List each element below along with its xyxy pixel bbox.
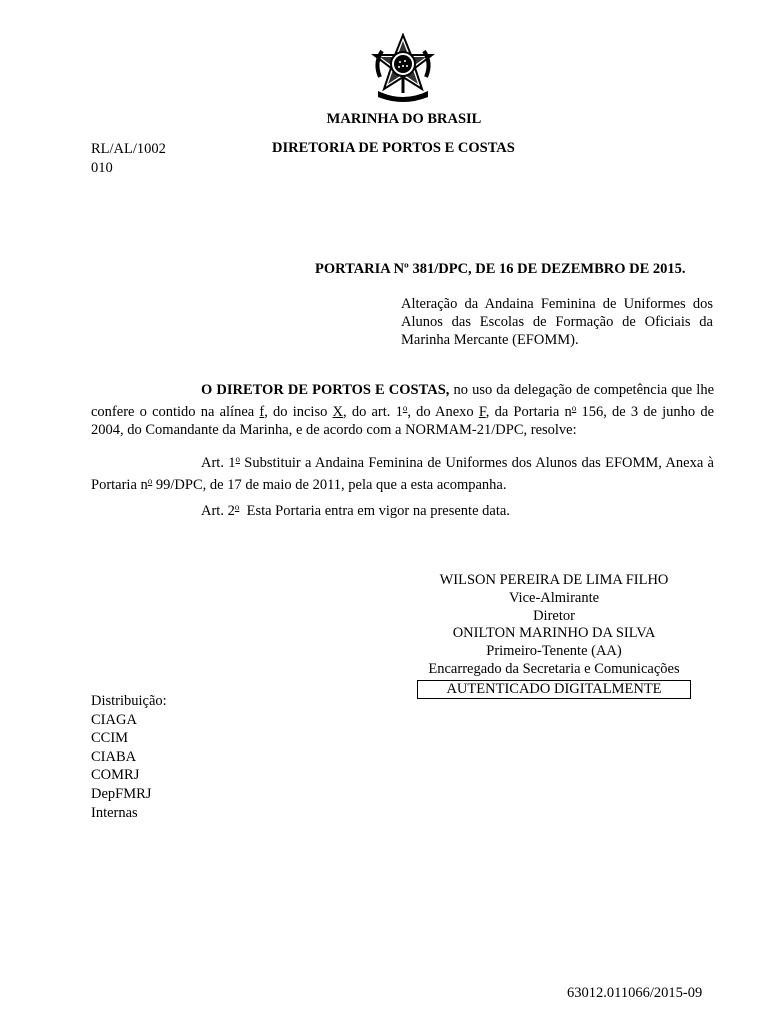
article-1-text: Substituir a Andaina Feminina de Uniformes dos Alunos das EFOMM, Anexa à Portaria n [91, 455, 714, 493]
signer-name: WILSON PEREIRA DE LIMA FILHO [439, 572, 669, 588]
alinea-ref: f [259, 404, 265, 420]
portaria-title: PORTARIA Nº 381/DPC, DE 16 DE DEZEMBRO DE 2015. [315, 261, 686, 277]
ordinal-mark: o [571, 403, 577, 413]
director-text: , do inciso [264, 404, 333, 420]
ordinal-mark: o [402, 403, 408, 413]
authenticator-role: Encarregado da Secretaria e Comunicações [428, 660, 680, 677]
director-text: , do Anexo [407, 404, 479, 420]
signer-title: Diretor [533, 607, 575, 624]
authenticator-rank: Primeiro-Tenente (AA) [486, 643, 622, 660]
paragraph-article-2 [201, 502, 510, 520]
signature-block [408, 572, 700, 699]
brazil-coat-of-arms-icon [370, 33, 436, 105]
authenticator-name: ONILTON MARINHO DA SILVA [452, 625, 656, 642]
director-label: O DIRETOR DE PORTOS E COSTAS, [201, 382, 450, 398]
distribution-label: Distribuição: [91, 693, 167, 709]
director-text: 156, de 3 de junho de 2004, do Comandante da Marinha, e de acordo com a NORMAM-21/DPC, resolve: [91, 404, 715, 438]
signer-rank: Vice-Almirante [508, 589, 600, 606]
document-code-line-2: 010 [91, 160, 113, 176]
article-2-label: Art. 2 [201, 503, 235, 519]
article-1-text: 99/DPC, de 17 de maio de 2011, pela que a esta acompanha. [152, 477, 507, 493]
distribution-item: CCIM [91, 730, 129, 747]
ordinal-mark: o [147, 476, 153, 486]
organization-heading: MARINHA DO BRASIL [326, 111, 482, 127]
ordinal-mark: o [235, 454, 240, 464]
paragraph-director [91, 381, 714, 439]
distribution-item: CIAGA [91, 711, 137, 728]
distribution-item: CIABA [91, 748, 137, 765]
director-text: no uso da delegação de competência que lhe confere o contido na alínea [91, 382, 714, 420]
article-2-text: Esta Portaria entra em vigor na presente data. [239, 503, 510, 519]
director-text: , do art. 1 [343, 404, 403, 420]
director-text: , da Portaria n [485, 404, 572, 420]
footer-process-code: 63012.011066/2015-09 [567, 985, 703, 1001]
distribution-list [91, 692, 167, 822]
portaria-ementa: Alteração da Andaina Feminina de Uniformes dos Alunos das Escolas de Formação de Oficiais da Marinha Mercante (EFOMM). [401, 296, 713, 348]
directorate-heading: DIRETORIA DE PORTOS E COSTAS [272, 140, 515, 156]
ordinal-mark: o [234, 502, 240, 512]
digital-authentication-stamp: AUTENTICADO DIGITALMENTE [417, 680, 691, 699]
inciso-ref: X [332, 404, 344, 420]
document-code-line-1: RL/AL/1002 [91, 141, 166, 157]
anexo-ref: F [478, 404, 486, 420]
distribution-item: Internas [91, 804, 138, 821]
distribution-item: DepFMRJ [91, 785, 152, 802]
paragraph-article-1 [91, 450, 714, 494]
article-1-label: Art. 1 [201, 455, 236, 471]
distribution-item: COMRJ [91, 767, 140, 784]
document-code [91, 140, 166, 178]
